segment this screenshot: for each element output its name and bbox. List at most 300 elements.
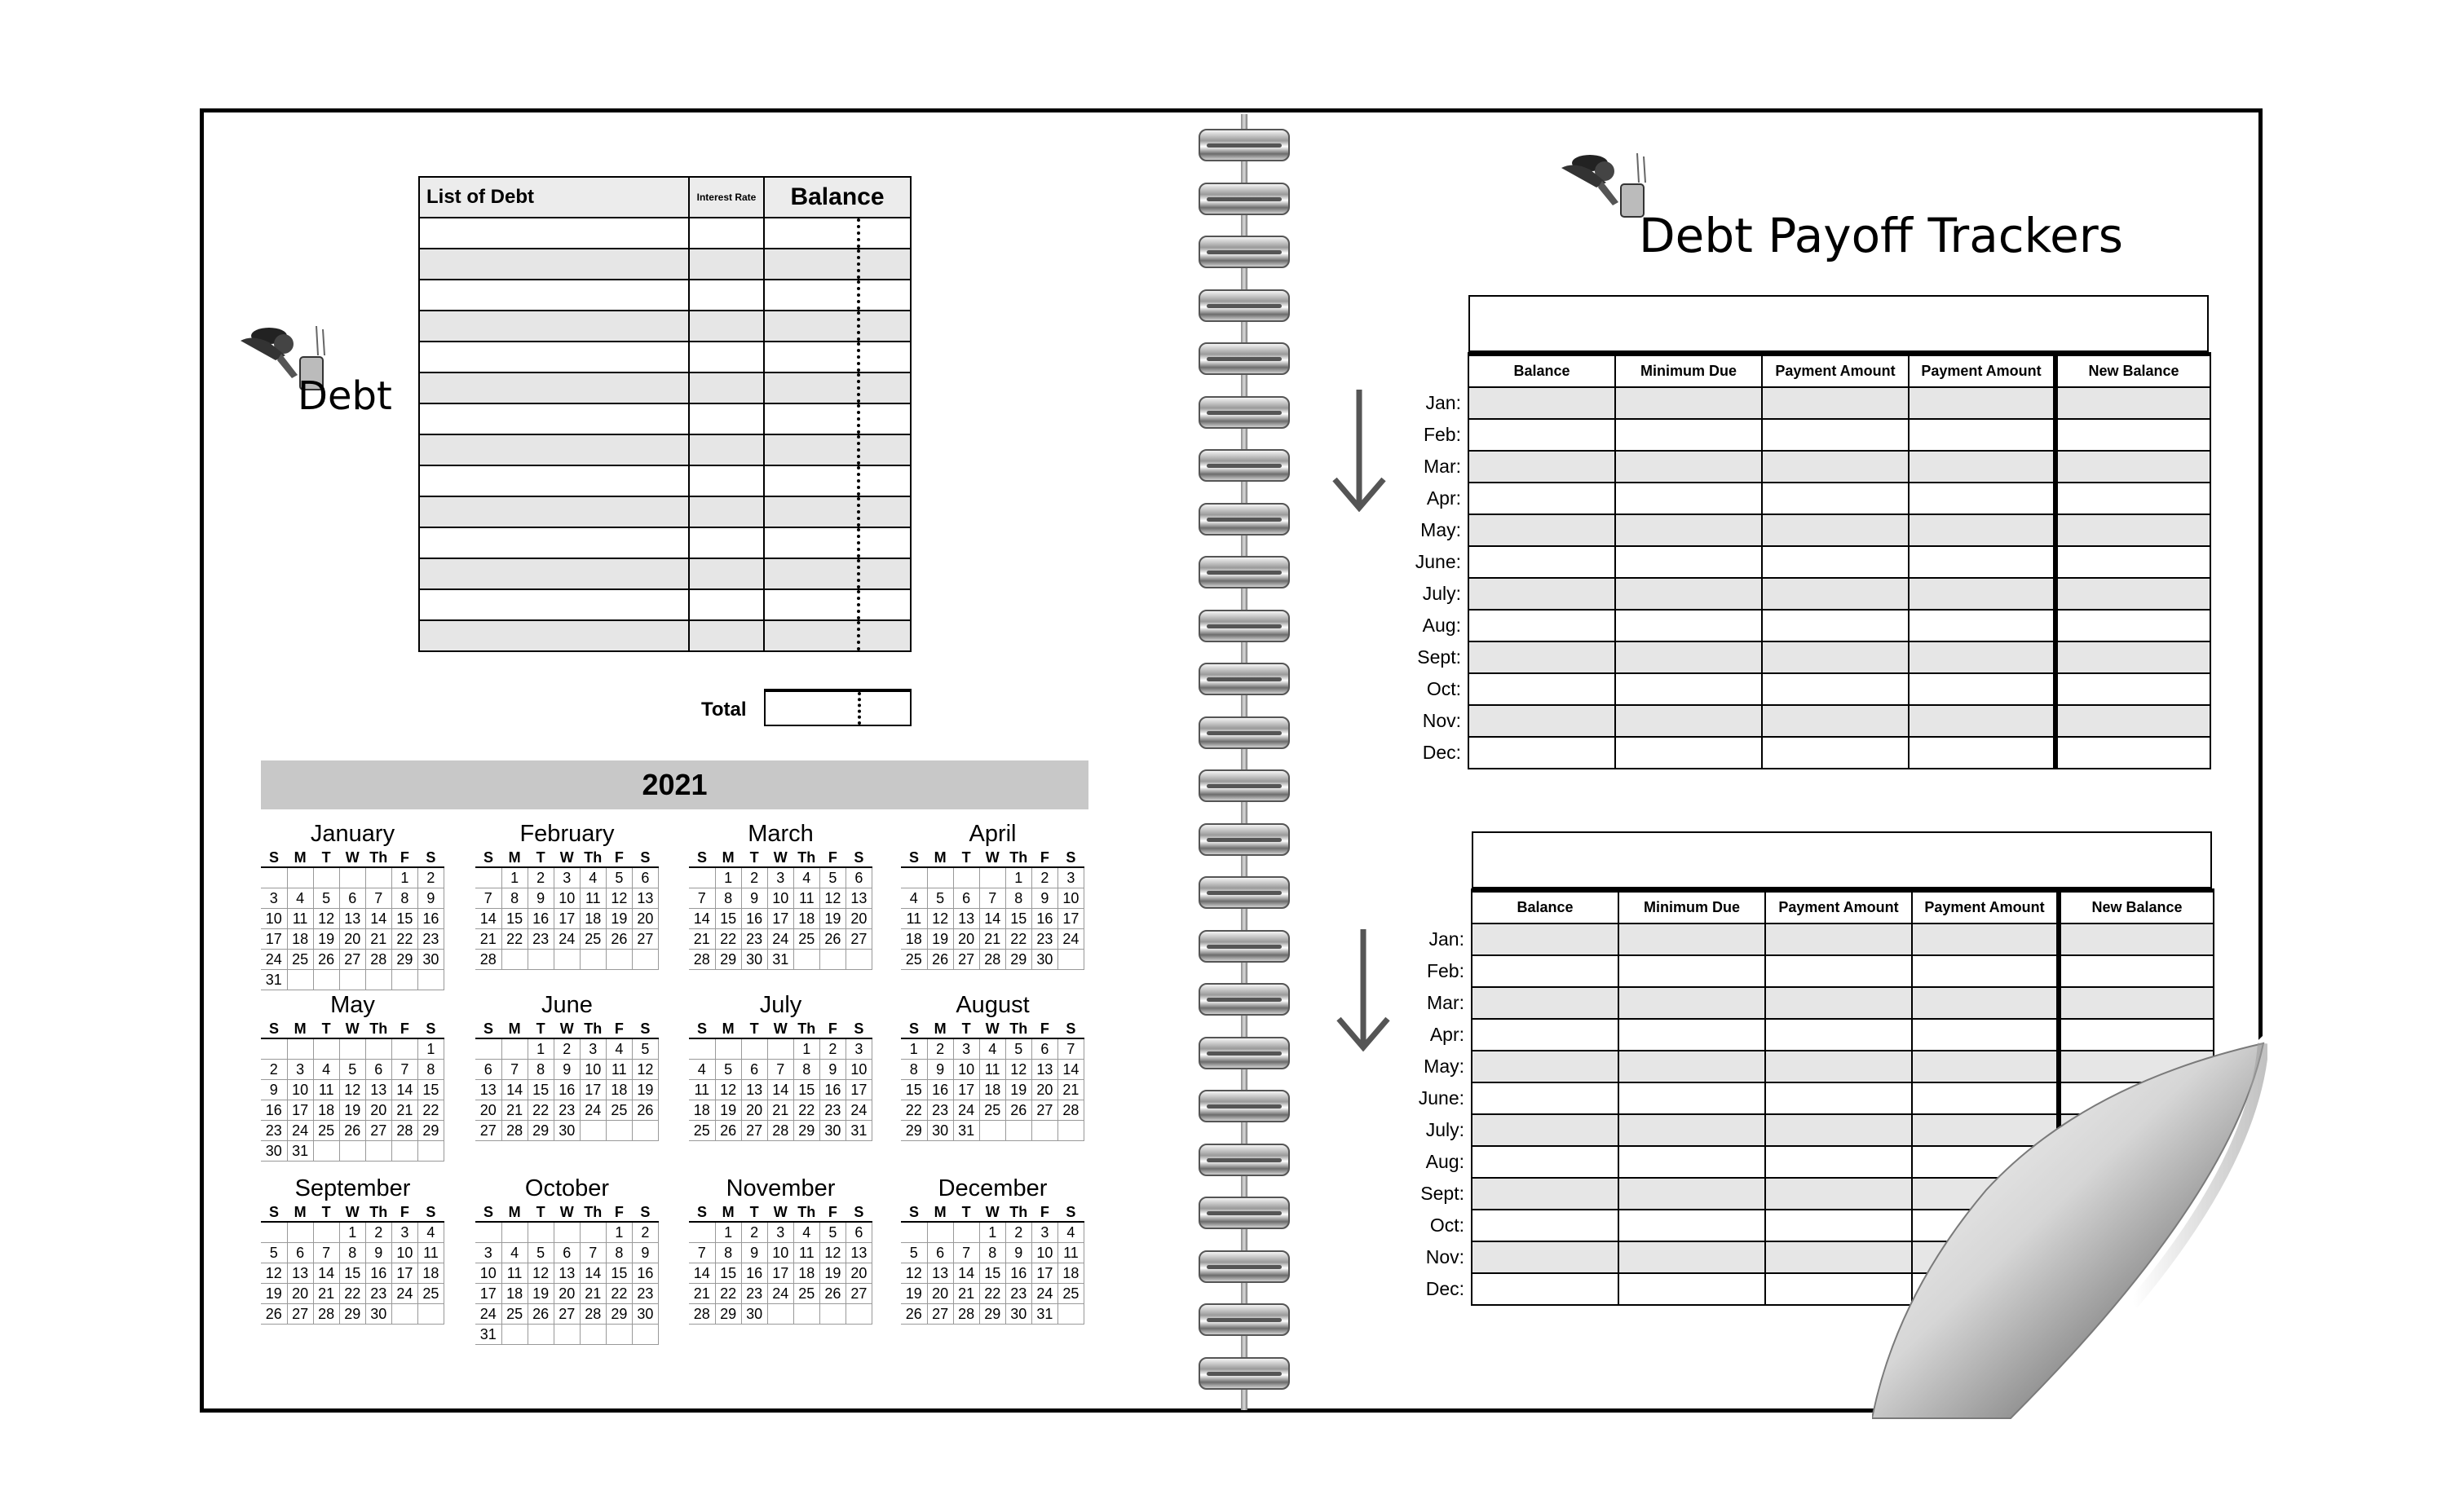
tracker-row — [1406, 419, 2210, 451]
tracker-cell[interactable] — [1765, 955, 1912, 987]
tracker-cell[interactable] — [1762, 483, 1909, 514]
tracker-cell[interactable] — [1765, 924, 1912, 955]
tracker-cell[interactable] — [1618, 955, 1765, 987]
calendar-day: 26 — [313, 950, 339, 970]
month-name: September — [294, 1175, 411, 1201]
calendar-day: 15 — [901, 1080, 927, 1100]
tracker-cell[interactable] — [1618, 1146, 1765, 1178]
calendar-day: 3 — [767, 867, 793, 888]
calendar-day: 16 — [554, 1080, 580, 1100]
debt-name-input[interactable] — [419, 465, 689, 496]
debt-name-input[interactable] — [419, 620, 689, 651]
day-header: Th — [580, 1020, 606, 1038]
debt-name-box[interactable] — [1468, 295, 2209, 352]
month-calendar — [901, 1174, 1084, 1325]
tracker-cell[interactable] — [1472, 1051, 1618, 1082]
tracker-cell[interactable] — [1468, 705, 1615, 737]
tracker-cell[interactable] — [1615, 419, 1762, 451]
calendar-day: 20 — [927, 1284, 953, 1304]
month-name: December — [938, 1175, 1048, 1201]
calendar-day: 19 — [339, 1100, 365, 1121]
calendar-day: 8 — [391, 888, 417, 909]
list-of-debt-header: List of Debt — [419, 177, 689, 218]
tracker-cell[interactable] — [1468, 483, 1615, 514]
tracker-cell[interactable] — [1909, 419, 2055, 451]
calendar-day: 15 — [417, 1080, 444, 1100]
tracker-cell[interactable] — [2055, 451, 2210, 483]
calendar-day — [339, 1141, 365, 1162]
tracker-cell[interactable] — [1618, 1241, 1765, 1273]
calendar-day: 30 — [741, 950, 767, 970]
day-header: M — [715, 1203, 741, 1222]
tracker-cell[interactable] — [2055, 705, 2210, 737]
tracker-cell[interactable] — [1472, 1273, 1618, 1305]
calendar-day: 2 — [819, 1038, 846, 1060]
tracker-cell[interactable] — [1615, 483, 1762, 514]
interest-rate-input[interactable] — [689, 527, 764, 558]
interest-rate-input[interactable] — [689, 496, 764, 527]
calendar-day: 19 — [528, 1284, 554, 1304]
calendar-day: 2 — [741, 867, 767, 888]
balance-input[interactable] — [764, 218, 911, 249]
tracker-cell[interactable] — [2055, 483, 2210, 514]
calendar-day: 17 — [1057, 909, 1084, 929]
calendar-day: 28 — [767, 1121, 793, 1141]
calendar-day: 21 — [580, 1284, 606, 1304]
calendar-day: 14 — [953, 1263, 979, 1284]
tracker-column-header: Minimum Due — [1615, 355, 1762, 387]
tracker-cell[interactable] — [1472, 1019, 1618, 1051]
calendar-day — [632, 1121, 658, 1141]
spiral-ring — [1199, 129, 1290, 161]
month-label: Feb: — [1426, 959, 1464, 981]
spiral-ring — [1199, 183, 1290, 215]
calendar-day: 27 — [927, 1304, 953, 1325]
calendar-day: 3 — [580, 1038, 606, 1060]
tracker-cell[interactable] — [1912, 987, 2059, 1019]
tracker-cell[interactable] — [1468, 610, 1615, 641]
calendar-day: 8 — [1005, 888, 1031, 909]
calendar-day: 2 — [1031, 867, 1057, 888]
debt-row — [419, 403, 911, 434]
tracker-cell[interactable] — [1912, 955, 2059, 987]
day-header: Th — [365, 1203, 391, 1222]
calendar-day: 30 — [1005, 1304, 1031, 1325]
tracker-cell[interactable] — [2059, 924, 2214, 955]
calendar-day: 19 — [632, 1080, 658, 1100]
tracker-cell[interactable] — [1472, 924, 1618, 955]
tracker-cell[interactable] — [1468, 419, 1615, 451]
tracker-row — [1406, 737, 2210, 769]
calendar-day: 26 — [927, 950, 953, 970]
tracker-cell[interactable] — [1472, 987, 1618, 1019]
day-header: T — [313, 849, 339, 867]
debt-name-input[interactable] — [419, 496, 689, 527]
day-header: W — [554, 1020, 580, 1038]
debt-name-input[interactable] — [419, 342, 689, 372]
calendar-day: 24 — [846, 1100, 872, 1121]
tracker-cell[interactable] — [1762, 705, 1909, 737]
interest-rate-input[interactable] — [689, 465, 764, 496]
calendar-day — [261, 1222, 287, 1243]
calendar-day: 16 — [741, 909, 767, 929]
calendar-day: 14 — [365, 909, 391, 929]
interest-rate-input[interactable] — [689, 403, 764, 434]
day-header: W — [554, 1203, 580, 1222]
calendar-day: 25 — [313, 1121, 339, 1141]
calendar-day: 12 — [339, 1080, 365, 1100]
calendar-day: 8 — [715, 1243, 741, 1263]
tracker-cell[interactable] — [1762, 387, 1909, 419]
tracker-row — [1406, 610, 2210, 641]
tracker-cell[interactable] — [1615, 641, 1762, 673]
calendar-day: 24 — [767, 1284, 793, 1304]
calendar-day: 14 — [689, 1263, 715, 1284]
calendar-day: 8 — [339, 1243, 365, 1263]
balance-input[interactable] — [764, 620, 911, 651]
tracker-cell[interactable] — [1762, 578, 1909, 610]
interest-rate-input[interactable] — [689, 311, 764, 342]
tracker-cell[interactable] — [1472, 1114, 1618, 1146]
calendar-day: 7 — [580, 1243, 606, 1263]
tracker-cell[interactable] — [1909, 641, 2055, 673]
calendar-day — [339, 867, 365, 888]
tracker-cell[interactable] — [1909, 387, 2055, 419]
calendar-day: 25 — [901, 950, 927, 970]
day-header: S — [475, 1203, 501, 1222]
day-header: F — [606, 1203, 632, 1222]
balance-input[interactable] — [764, 280, 911, 311]
tracker-cell[interactable] — [2055, 641, 2210, 673]
calendar-day: 21 — [391, 1100, 417, 1121]
tracker-cell[interactable] — [1762, 737, 1909, 769]
calendar-day: 14 — [580, 1263, 606, 1284]
tracker-cell[interactable] — [1618, 1114, 1765, 1146]
calendar-day: 5 — [819, 867, 846, 888]
spiral-ring — [1199, 449, 1290, 482]
calendar-day: 28 — [313, 1304, 339, 1325]
calendar-day: 7 — [689, 1243, 715, 1263]
calendar-day: 30 — [554, 1121, 580, 1141]
tracker-cell[interactable] — [1909, 483, 2055, 514]
calendar-day: 11 — [793, 888, 819, 909]
debt-name-box[interactable] — [1472, 831, 2212, 888]
calendar-day: 11 — [417, 1243, 444, 1263]
tracker-cell[interactable] — [1472, 1146, 1618, 1178]
calendar-day: 18 — [689, 1100, 715, 1121]
calendar-day: 11 — [1057, 1243, 1084, 1263]
day-header: T — [528, 849, 554, 867]
calendar-day: 30 — [741, 1304, 767, 1325]
tracker-cell[interactable] — [2055, 419, 2210, 451]
calendar-day: 22 — [606, 1284, 632, 1304]
balance-input[interactable] — [764, 403, 911, 434]
day-header: Th — [1005, 849, 1031, 867]
tracker-cell[interactable] — [1762, 514, 1909, 546]
calendar-day: 10 — [554, 888, 580, 909]
tracker-cell[interactable] — [1615, 737, 1762, 769]
day-header: W — [979, 1020, 1005, 1038]
calendar-day: 10 — [767, 888, 793, 909]
calendar-day — [501, 1325, 528, 1345]
calendar-day: 14 — [313, 1263, 339, 1284]
calendar-day: 16 — [261, 1100, 287, 1121]
calendar-day: 17 — [767, 1263, 793, 1284]
total-input[interactable] — [764, 689, 912, 726]
calendar-day: 29 — [528, 1121, 554, 1141]
tracker-cell[interactable] — [1618, 924, 1765, 955]
debt-row — [419, 527, 911, 558]
calendar-day: 22 — [715, 1284, 741, 1304]
tracker-cell[interactable] — [2055, 610, 2210, 641]
day-header: T — [313, 1203, 339, 1222]
calendar-day: 23 — [261, 1121, 287, 1141]
calendar-day: 29 — [417, 1121, 444, 1141]
tracker-cell[interactable] — [1468, 641, 1615, 673]
debt-name-input[interactable] — [419, 403, 689, 434]
tracker-cell[interactable] — [1615, 610, 1762, 641]
day-header: S — [1057, 849, 1084, 867]
calendar-day — [632, 950, 658, 970]
balance-input[interactable] — [764, 558, 911, 589]
calendar-day: 30 — [365, 1304, 391, 1325]
tracker-cell[interactable] — [1468, 737, 1615, 769]
tracker-cell[interactable] — [1765, 987, 1912, 1019]
balance-input[interactable] — [764, 527, 911, 558]
tracker-cell[interactable] — [1615, 705, 1762, 737]
tracker-cell[interactable] — [1618, 1178, 1765, 1210]
tracker-cell[interactable] — [2055, 546, 2210, 578]
calendar-day: 13 — [927, 1263, 953, 1284]
calendar-day: 13 — [741, 1080, 767, 1100]
calendar-day — [846, 950, 872, 970]
calendar-day: 25 — [793, 929, 819, 950]
tracker-cell[interactable] — [1472, 1082, 1618, 1114]
calendar-day: 10 — [580, 1060, 606, 1080]
interest-rate-header: Interest Rate — [689, 177, 764, 218]
month-label: Nov: — [1425, 1245, 1464, 1267]
debt-name-input[interactable] — [419, 311, 689, 342]
tracker-cell[interactable] — [1615, 387, 1762, 419]
calendar-day: 3 — [554, 867, 580, 888]
calendar-day: 31 — [846, 1121, 872, 1141]
spiral-ring — [1199, 1357, 1290, 1390]
calendar-day: 20 — [339, 929, 365, 950]
tracker-cell[interactable] — [1615, 578, 1762, 610]
tracker-cell[interactable] — [2055, 737, 2210, 769]
tracker-cell[interactable] — [1618, 1210, 1765, 1241]
month-label: Aug: — [1422, 614, 1461, 636]
debt-name-input[interactable] — [419, 434, 689, 465]
tracker-cell[interactable] — [1909, 451, 2055, 483]
calendar-day: 20 — [365, 1100, 391, 1121]
calendar-day: 10 — [391, 1243, 417, 1263]
interest-rate-input[interactable] — [689, 589, 764, 620]
calendar-day: 24 — [1057, 929, 1084, 950]
debt-name-input[interactable] — [419, 280, 689, 311]
tracker-cell[interactable] — [1762, 673, 1909, 705]
tracker-cell[interactable] — [2055, 387, 2210, 419]
calendar-day: 31 — [287, 1141, 313, 1162]
tracker-cell[interactable] — [1909, 514, 2055, 546]
calendar-day — [580, 1222, 606, 1243]
calendar-day — [365, 867, 391, 888]
calendar-day: 9 — [1005, 1243, 1031, 1263]
calendar-day: 20 — [554, 1284, 580, 1304]
month-label: Aug: — [1425, 1150, 1464, 1172]
calendar-day: 31 — [1031, 1304, 1057, 1325]
debt-name-input[interactable] — [419, 218, 689, 249]
interest-rate-input[interactable] — [689, 218, 764, 249]
calendar-day: 1 — [501, 867, 528, 888]
month-calendar — [901, 819, 1084, 970]
tracker-cell[interactable] — [1909, 673, 2055, 705]
tracker-cell[interactable] — [1618, 1019, 1765, 1051]
month-label: Oct: — [1426, 677, 1461, 699]
tracker-cell[interactable] — [1468, 514, 1615, 546]
tracker-cell[interactable] — [1618, 1273, 1765, 1305]
day-header: Th — [580, 1203, 606, 1222]
tracker-cell[interactable] — [1615, 514, 1762, 546]
day-header: W — [767, 1203, 793, 1222]
tracker-cell[interactable] — [1468, 451, 1615, 483]
calendar-day: 24 — [261, 950, 287, 970]
calendar-day: 20 — [953, 929, 979, 950]
balance-input[interactable] — [764, 589, 911, 620]
calendar-day — [287, 867, 313, 888]
debt-name-input[interactable] — [419, 589, 689, 620]
calendar-day: 4 — [793, 867, 819, 888]
calendar-day: 23 — [528, 929, 554, 950]
calendar-day — [767, 1304, 793, 1325]
balance-input[interactable] — [764, 496, 911, 527]
calendar-day: 1 — [528, 1038, 554, 1060]
calendar-day: 23 — [632, 1284, 658, 1304]
balance-input[interactable] — [764, 372, 911, 403]
debt-name-input[interactable] — [419, 558, 689, 589]
debt-row — [419, 342, 911, 372]
calendar-day: 18 — [606, 1080, 632, 1100]
debt-row — [419, 465, 911, 496]
tracker-cell[interactable] — [1468, 387, 1615, 419]
interest-rate-input[interactable] — [689, 342, 764, 372]
tracker-cell[interactable] — [1762, 451, 1909, 483]
interest-rate-input[interactable] — [689, 249, 764, 280]
tracker-cell[interactable] — [1472, 1210, 1618, 1241]
calendar-day: 5 — [715, 1060, 741, 1080]
tracker-cell[interactable] — [1468, 673, 1615, 705]
balance-input[interactable] — [764, 342, 911, 372]
month-label: Jan: — [1425, 391, 1461, 413]
tracker-cell[interactable] — [2059, 955, 2214, 987]
tracker-cell[interactable] — [1762, 641, 1909, 673]
calendar-day — [261, 867, 287, 888]
calendar-day: 2 — [632, 1222, 658, 1243]
tracker-cell[interactable] — [1909, 578, 2055, 610]
tracker-cell[interactable] — [2059, 987, 2214, 1019]
day-header: S — [417, 849, 444, 867]
tracker-cell[interactable] — [2055, 673, 2210, 705]
tracker-cell[interactable] — [1615, 451, 1762, 483]
tracker-cell[interactable] — [1909, 705, 2055, 737]
calendar-day — [1057, 950, 1084, 970]
interest-rate-input[interactable] — [689, 434, 764, 465]
calendar-day: 27 — [554, 1304, 580, 1325]
tracker-cell[interactable] — [1909, 546, 2055, 578]
calendar-day: 12 — [313, 909, 339, 929]
calendar-day: 14 — [767, 1080, 793, 1100]
tracker-cell[interactable] — [1468, 546, 1615, 578]
interest-rate-input[interactable] — [689, 372, 764, 403]
balance-input[interactable] — [764, 465, 911, 496]
tracker-cell[interactable] — [1472, 1241, 1618, 1273]
tracker-cell[interactable] — [1468, 578, 1615, 610]
tracker-cell[interactable] — [2055, 578, 2210, 610]
calendar-day: 12 — [606, 888, 632, 909]
calendar-day — [554, 1222, 580, 1243]
tracker-cell[interactable] — [1912, 924, 2059, 955]
calendar-day: 6 — [1031, 1038, 1057, 1060]
calendar-day: 8 — [606, 1243, 632, 1263]
calendar-day: 18 — [287, 929, 313, 950]
day-header: W — [554, 849, 580, 867]
balance-input[interactable] — [764, 434, 911, 465]
tracker-cell[interactable] — [1909, 610, 2055, 641]
calendar-day: 21 — [365, 929, 391, 950]
tracker-cell[interactable] — [1909, 737, 2055, 769]
calendar-day: 4 — [580, 867, 606, 888]
month-label: Dec: — [1422, 741, 1461, 763]
tracker-cell[interactable] — [1762, 419, 1909, 451]
calendar-day: 15 — [1005, 909, 1031, 929]
tracker-cell[interactable] — [1472, 1178, 1618, 1210]
tracker-cell[interactable] — [1618, 987, 1765, 1019]
calendar-day: 9 — [417, 888, 444, 909]
tracker-cell[interactable] — [2055, 514, 2210, 546]
balance-input[interactable] — [764, 249, 911, 280]
interest-rate-input[interactable] — [689, 558, 764, 589]
calendar-day: 29 — [339, 1304, 365, 1325]
tracker-cell[interactable] — [1615, 546, 1762, 578]
spiral-ring — [1199, 1144, 1290, 1176]
calendar-day: 5 — [339, 1060, 365, 1080]
interest-rate-input[interactable] — [689, 620, 764, 651]
tracker-cell[interactable] — [1618, 1082, 1765, 1114]
debt-name-input[interactable] — [419, 372, 689, 403]
calendar-day: 9 — [819, 1060, 846, 1080]
calendar-day: 12 — [715, 1080, 741, 1100]
calendar-day: 21 — [689, 1284, 715, 1304]
tracker-cell[interactable] — [1615, 673, 1762, 705]
arrow-down-icon — [1331, 390, 1388, 512]
interest-rate-input[interactable] — [689, 280, 764, 311]
calendar-day: 26 — [819, 1284, 846, 1304]
debt-name-input[interactable] — [419, 527, 689, 558]
calendar-day: 6 — [475, 1060, 501, 1080]
tracker-cell[interactable] — [1762, 546, 1909, 578]
calendar-day: 5 — [632, 1038, 658, 1060]
debt-name-input[interactable] — [419, 249, 689, 280]
calendar-day: 9 — [528, 888, 554, 909]
tracker-cell[interactable] — [1472, 955, 1618, 987]
calendar-day — [606, 1121, 632, 1141]
calendar-day: 3 — [287, 1060, 313, 1080]
tracker-cell[interactable] — [1618, 1051, 1765, 1082]
balance-input[interactable] — [764, 311, 911, 342]
tracker-cell[interactable] — [1762, 610, 1909, 641]
calendar-day — [313, 867, 339, 888]
calendar-day — [501, 950, 528, 970]
